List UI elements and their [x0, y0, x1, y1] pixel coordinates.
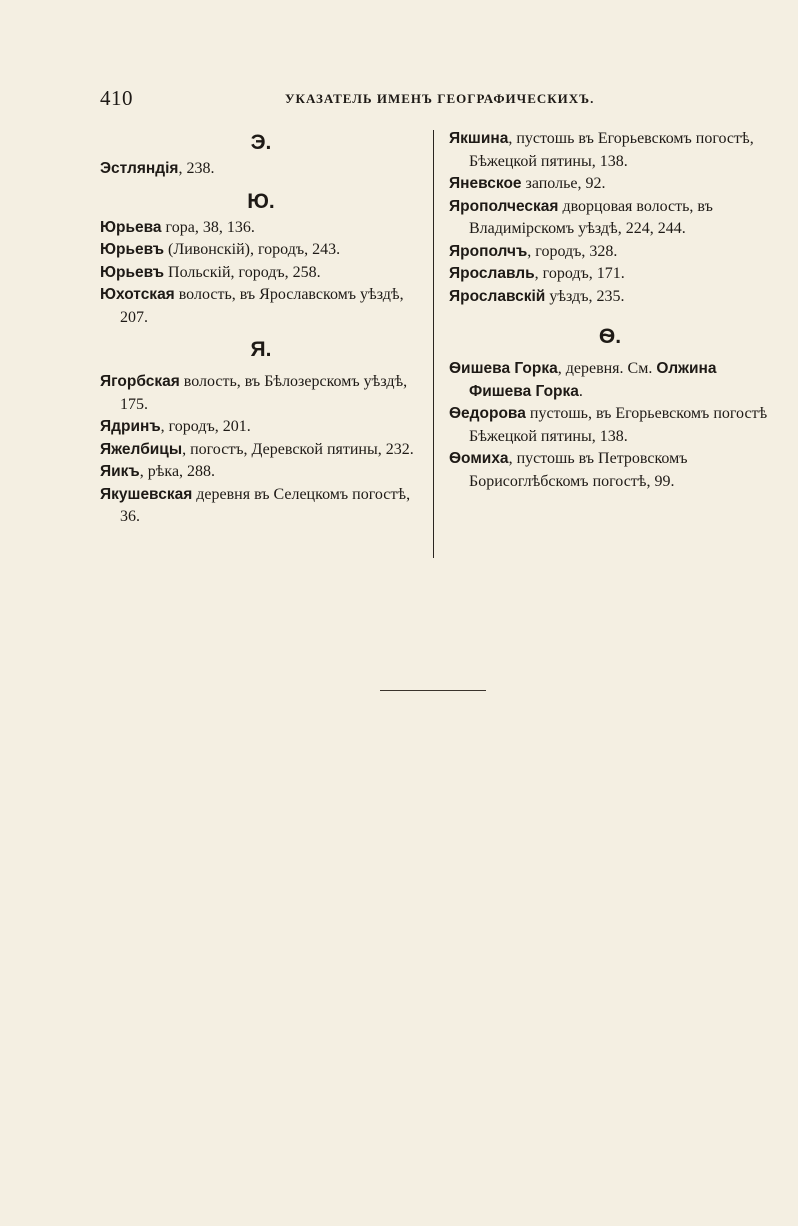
index-entry: Яжелбицы, погостъ, Деревской пятины, 232. — [100, 440, 414, 458]
left-column — [100, 128, 422, 529]
index-entry: Ярославскій уѣздъ, 235. — [449, 287, 625, 305]
running-title: УКАЗАТЕЛЬ ИМЕНЪ ГЕОГРАФИЧЕСКИХЪ. — [285, 91, 595, 106]
index-entry: Ярополческая дворцовая волость, въ Владимірскомъ уѣздѣ, 224, 244. — [449, 197, 713, 237]
index-entry: Яневское заполье, 92. — [449, 175, 606, 192]
index-entry: Якшина, пустошь въ Егорьевскомъ погостѣ, Бѣжецкой пятины, 138. — [449, 130, 754, 170]
index-entry: Юхотская волость, въ Ярославскомъ уѣздѣ, 207. — [100, 286, 404, 326]
index-entry: Эстляндія, 238. — [100, 160, 215, 177]
index-entry: Ягорбская волость, въ Бѣлозерскомъ уѣздѣ, 175. — [100, 373, 408, 413]
page-number: 410 — [100, 86, 133, 110]
index-entry: Юрьева гора, 38, 136. — [100, 218, 255, 236]
section-letter-e: Э. — [250, 131, 272, 154]
index-entry: Ярополчъ, городъ, 328. — [449, 242, 618, 260]
index-entry: Ѳедорова пустошь, въ Егорьевскомъ погостѣ Бѣжецкой пятины, 138. — [449, 405, 768, 445]
end-rule — [380, 690, 486, 691]
index-entry: Яикъ, рѣка, 288. — [100, 463, 216, 480]
index-entry: Юрьевъ Польскій, городъ, 258. — [100, 263, 321, 281]
index-entry: Ярославль, городъ, 171. — [449, 265, 625, 282]
index-entry: Юрьевъ (Ливонскій), городъ, 243. — [100, 241, 341, 258]
right-column — [449, 128, 771, 493]
section-letter-ya: Я. — [250, 338, 272, 361]
section-letter-fita: Ѳ. — [598, 325, 622, 348]
index-entry: Ѳомиха, пустошь въ Петровскомъ Борисоглѣбскомъ погостѣ, 99. — [449, 450, 688, 490]
index-entry: Ядринъ, городъ, 201. — [100, 418, 251, 435]
index-entry: Ѳишева Горка, деревня. См. Олжина Фишева Горка. — [449, 360, 717, 400]
index-entry: Якушевская деревня въ Селецкомъ погостѣ, 36. — [100, 485, 411, 525]
column-divider — [433, 130, 434, 558]
section-letter-yu: Ю. — [247, 189, 275, 213]
